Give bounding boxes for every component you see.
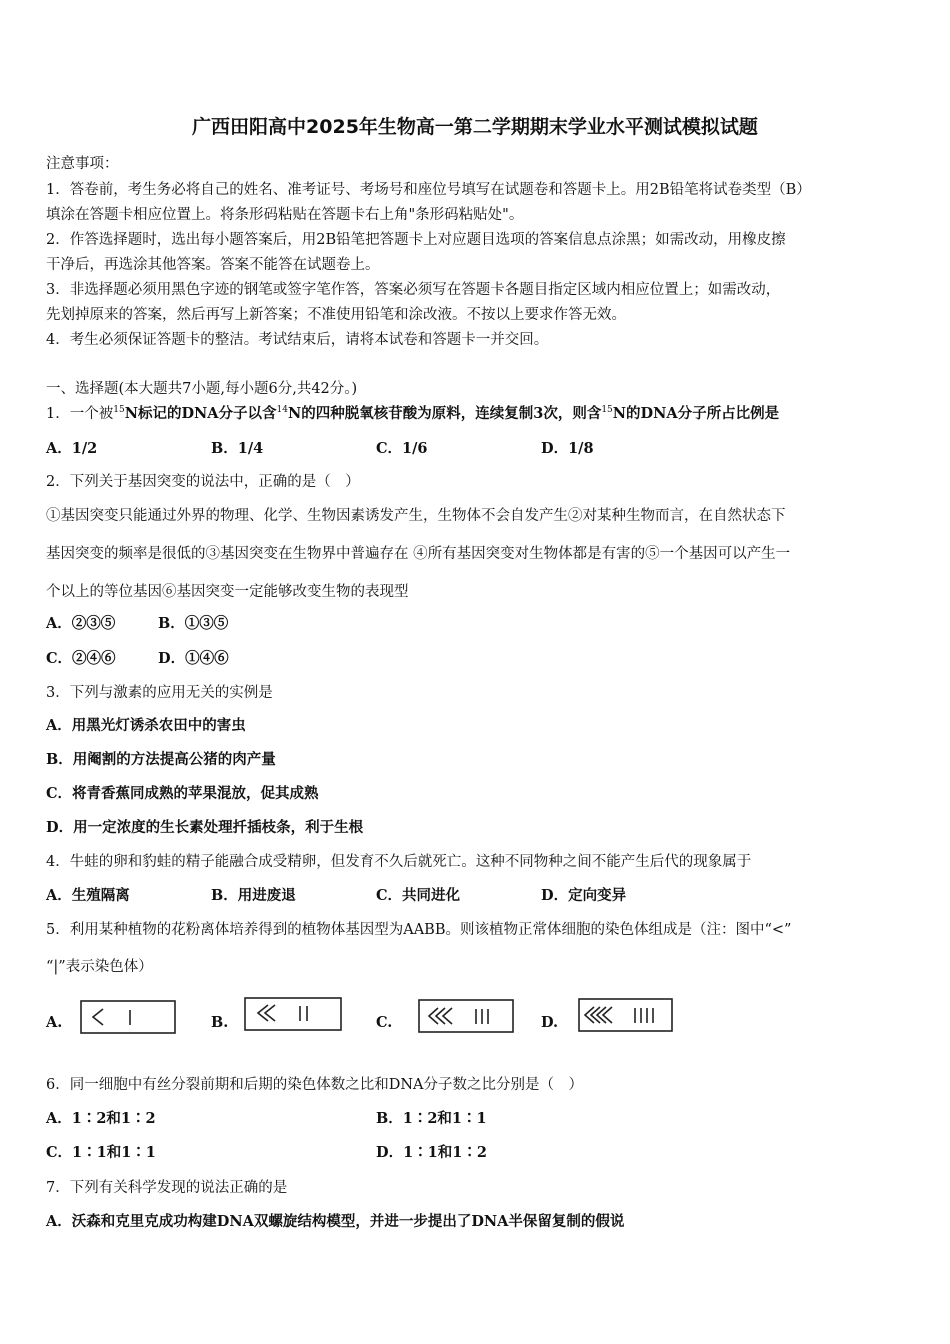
q2-option-b[interactable]: B．①③⑤ (158, 615, 229, 632)
notice-heading: 注意事项： (46, 156, 119, 172)
question-2-body: 个以上的等位基因⑥基因突变一定能够改变生物的表现型 (46, 584, 409, 600)
q4-option-d[interactable]: D．定向变异 (541, 887, 627, 904)
q5-option-b-label[interactable]: B. (211, 1014, 229, 1031)
q1-option-a[interactable]: A．1/2 (46, 440, 98, 457)
q6-option-b[interactable]: B．1∶2和1∶1 (376, 1110, 487, 1127)
notice-line: 1．答卷前，考生务必将自己的姓名、准考证号、考场号和座位号填写在试题卷和答题卡上。用2B铅笔将试卷类型（B） (46, 182, 811, 198)
q5-option-d-figure[interactable] (578, 998, 673, 1032)
q5-option-a-figure[interactable] (80, 1000, 176, 1034)
q6-option-d[interactable]: D．1∶1和1∶2 (376, 1144, 487, 1161)
chromosome-angle (265, 1005, 275, 1021)
question-2-body: 基因突变的频率是很低的③基因突变在生物界中普遍存在 ④所有基因突变对生物体都是有害的⑤一个基因可以产生一 (46, 546, 791, 562)
notice-line: 填涂在答题卡相应位置上。将条形码粘贴在答题卡右上角"条形码粘贴处"。 (46, 207, 524, 223)
page-title: 广西田阳高中2025年生物高一第二学期期末学业水平测试模拟试题 (192, 116, 758, 138)
q6-option-a[interactable]: A．1∶2和1∶2 (46, 1110, 156, 1127)
question-3-stem: 3．下列与激素的应用无关的实例是 (46, 685, 273, 701)
question-7-stem: 7．下列有关科学发现的说法正确的是 (46, 1180, 288, 1196)
question-4-stem: 4．牛蛙的卵和豹蛙的精子能融合成受精卵，但发育不久后就死亡。这种不同物种之间不能产生后代的现象属于 (46, 854, 752, 870)
figure-frame (579, 999, 672, 1031)
chromosome-angle (258, 1005, 268, 1021)
notice-line: 4．考生必须保证答题卡的整洁。考试结束后，请将本试卷和答题卡一并交回。 (46, 332, 549, 348)
q4-option-a[interactable]: A．生殖隔离 (46, 887, 130, 904)
figure-frame (419, 1000, 513, 1032)
question-1-stem: 1．一个被$^{15}$N标记的DNA分子以含$^{14}$N的四种脱氧核苷酸为原料，连续复制3次，则含$^{15}$N的DNA分子所占比例是 (46, 405, 780, 422)
notice-line: 干净后，再选涂其他答案。答案不能答在试题卷上。 (46, 257, 380, 273)
q5-option-c-label[interactable]: C. (376, 1014, 393, 1031)
q3-option-d[interactable]: D．用一定浓度的生长素处理扦插枝条，利于生根 (46, 819, 364, 836)
chromosome-angle (585, 1007, 594, 1023)
q3-option-a[interactable]: A．用黑光灯诱杀农田中的害虫 (46, 717, 246, 734)
figure-frame (81, 1001, 175, 1033)
q3-option-c[interactable]: C．将青香蕉同成熟的苹果混放，促其成熟 (46, 785, 319, 802)
q3-option-b[interactable]: B．用阉割的方法提高公猪的肉产量 (46, 751, 276, 768)
notice-line: 先划掉原来的答案，然后再写上新答案；不准使用铅笔和涂改液。不按以上要求作答无效。 (46, 307, 626, 323)
q5-option-d-label[interactable]: D. (541, 1014, 559, 1031)
q2-option-a[interactable]: A．②③⑤ (46, 615, 116, 632)
q1-option-b[interactable]: B．1/4 (211, 440, 264, 457)
q2-option-d[interactable]: D．①④⑥ (158, 650, 229, 667)
question-5-stem-cont: “|”表示染色体） (46, 959, 153, 975)
notice-line: 3．非选择题必须用黑色字迹的钢笔或签字笔作答，答案必须写在答题卡各题目指定区域内相应位置上；如需改动， (46, 282, 781, 298)
notice-line: 2．作答选择题时，选出每小题答案后，用2B铅笔把答题卡上对应题目选项的答案信息点涂黑；如需改动，用橡皮擦 (46, 232, 786, 248)
q2-option-c[interactable]: C．②④⑥ (46, 650, 116, 667)
question-6-stem: 6．同一细胞中有丝分裂前期和后期的染色体数之比和DNA分子数之比分别是（ ） (46, 1077, 584, 1093)
question-5-stem: 5．利用某种植物的花粉离体培养得到的植物体基因型为AABB。则该植物正常体细胞的染色体组成是（注：图中“<” (46, 922, 792, 938)
q7-option-a[interactable]: A．沃森和克里克成功构建DNA双螺旋结构模型，并进一步提出了DNA半保留复制的假说 (46, 1213, 625, 1230)
q6-option-c[interactable]: C．1∶1和1∶1 (46, 1144, 156, 1161)
q5-option-a-label[interactable]: A. (46, 1014, 63, 1031)
q5-option-b-figure[interactable] (244, 997, 342, 1031)
question-2-body: ①基因突变只能通过外界的物理、化学、生物因素诱发产生，生物体不会自发产生②对某种生物而言，在自然状态下 (46, 508, 786, 524)
q1-option-c[interactable]: C．1/6 (376, 440, 428, 457)
chromosome-angle (443, 1008, 452, 1024)
q5-option-c-figure[interactable] (418, 999, 514, 1033)
q4-option-b[interactable]: B．用进废退 (211, 887, 296, 904)
q1-option-d[interactable]: D．1/8 (541, 440, 594, 457)
chromosome-angle (93, 1009, 103, 1025)
q4-option-c[interactable]: C．共同进化 (376, 887, 461, 904)
question-2-stem: 2．下列关于基因突变的说法中，正确的是（ ） (46, 474, 360, 490)
section-heading: 一、选择题(本大题共7小题,每小题6分,共42分。) (46, 381, 358, 397)
